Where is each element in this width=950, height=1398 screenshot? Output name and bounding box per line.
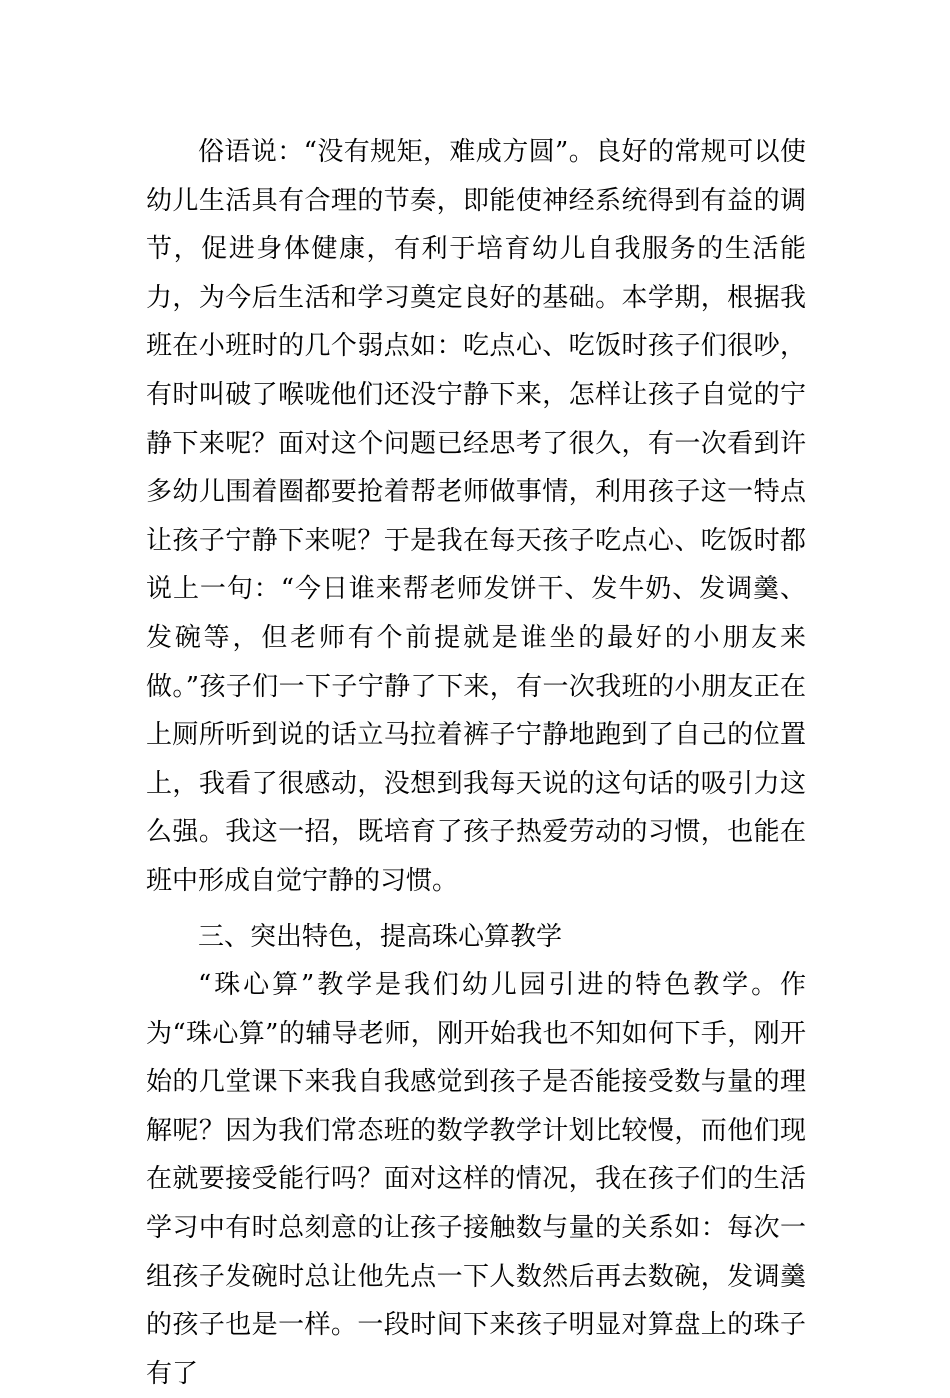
section-heading-3: 三、突出特色，提高珠心算教学	[198, 921, 563, 952]
body-text	[146, 128, 806, 1398]
paragraph-routine: 俗语说：“没有规矩，难成方圆”。良好的常规可以使幼儿生活具有合理的节奏，即能使神经系统得到有益的调节，促进身体健康，有利于培育幼儿自我服务的生活能力，为今后生活和学习奠定良好的基础。本学期，根据我班在小班时的几个弱点如：吃点心、吃饭时孩子们很吵，有时叫破了喉咙他们还没宁静下来，怎样让孩子自觉的宁静下来呢？面对这个问题已经思考了很久，有一次看到许多幼儿围着圈都要抢着帮老师做事情，利用孩子这一特点让孩子宁静下来呢？于是我在每天孩子吃点心、吃饭时都说上一句：“今日谁来帮老师发饼干、发牛奶、发调羹、发碗等，但老师有个前提就是谁坐的最好的小朋友来做。”孩子们一下子宁静了下来，有一次我班的小朋友正在上厕所听到说的话立马拉着裤子宁静地跑到了自己的位置上，我看了很感动，没想到我每天说的这句话的吸引力这么强。我这一招，既培育了孩子热爱劳动的习惯，也能在班中形成自觉宁静的习惯。	[146, 137, 806, 896]
paragraph-abacus: “珠心算”教学是我们幼儿园引进的特色教学。作为“珠心算”的辅导老师，刚开始我也不知如何下手，刚开始的几堂课下来我自我感觉到孩子是否能接受数与量的理解呢？因为我们常态班的数学教学计划比较慢，而他们现在就要接受能行吗？面对这样的情况，我在孩子们的生活学习中有时总刻意的让孩子接触数与量的关系如：每次一组孩子发碗时总让他先点一下人数然后再去数碗，发调羹的孩子也是一样。一段时间下来孩子明显对算盘上的珠子有了	[146, 970, 806, 1389]
